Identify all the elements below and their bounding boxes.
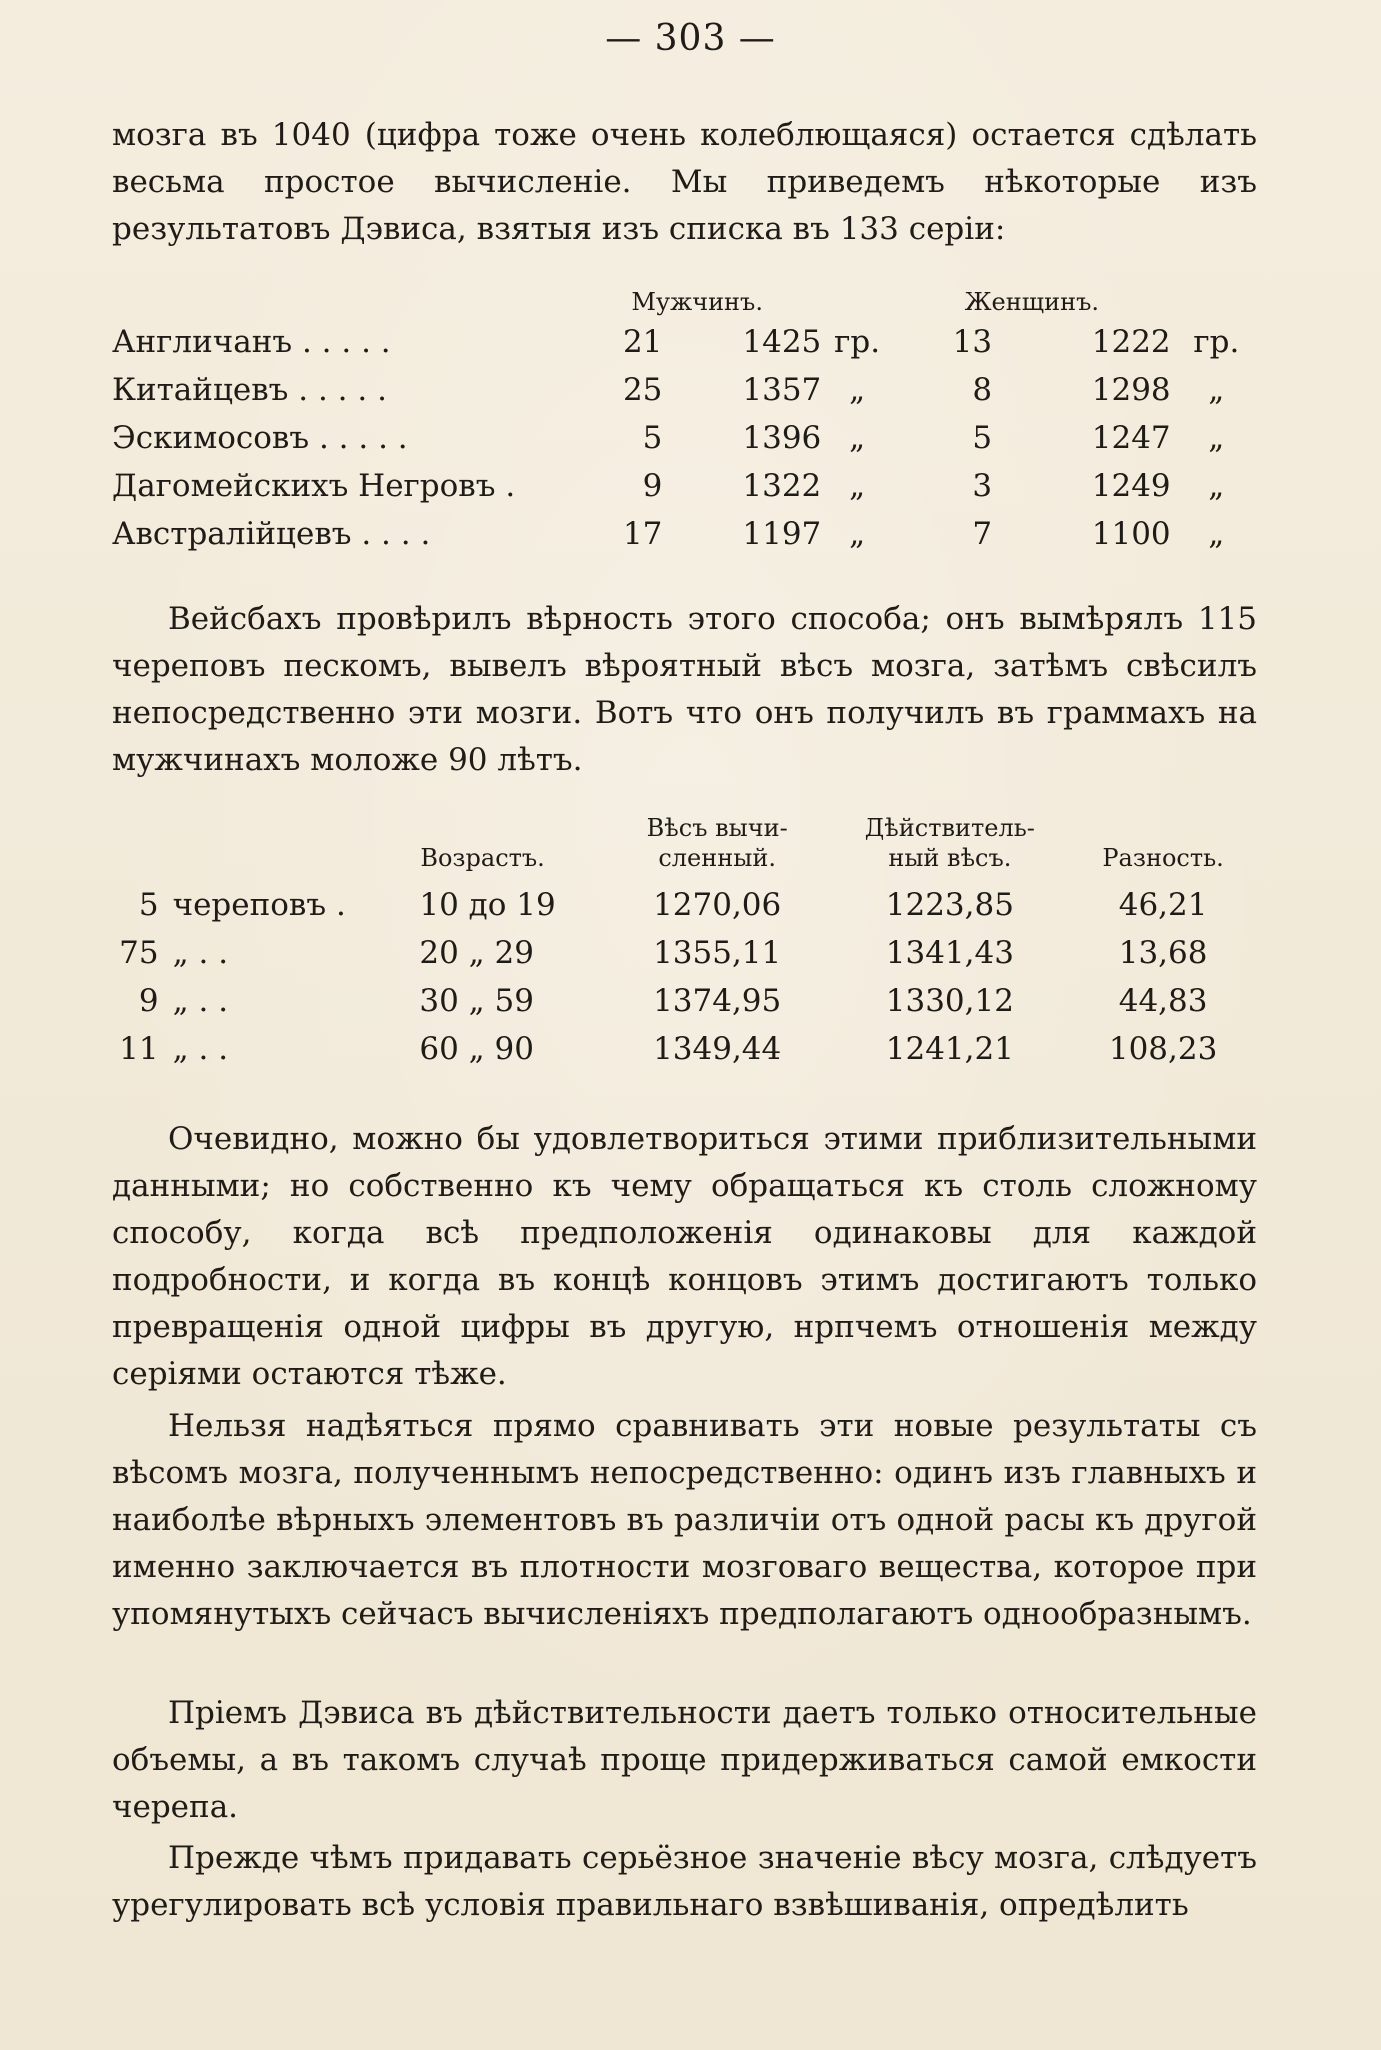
paragraph-before-weighing — [112, 1835, 1257, 1929]
men-unit: „ — [849, 516, 866, 552]
race-name: Китайцевъ . . . . . — [112, 372, 387, 408]
skull-count: 9 — [138, 983, 159, 1019]
women-weight: 1247 — [1091, 420, 1171, 456]
table-row — [112, 929, 1262, 977]
skull-count: 11 — [119, 1031, 159, 1067]
men-count: 17 — [622, 516, 663, 552]
table-row — [112, 881, 1262, 929]
men-weight: 1357 — [742, 372, 822, 408]
skull-label: череповъ . — [172, 887, 346, 923]
header-actual-line2: ный вѣсъ. — [888, 844, 1012, 872]
header-actual-line1: Дѣйствитель- — [864, 814, 1035, 842]
skull-label: „ . . — [172, 983, 229, 1019]
table-header-row — [112, 278, 1262, 318]
actual-weight: 1223,85 — [885, 887, 1014, 923]
header-actual — [835, 812, 1064, 881]
women-unit: гр. — [1193, 324, 1240, 360]
women-unit: „ — [1208, 420, 1225, 456]
table-skull-weights — [112, 812, 1262, 1073]
calculated-weight: 1355,11 — [653, 935, 782, 971]
race-name: Австралійцевъ . . . . — [112, 516, 431, 552]
skull-count: 5 — [138, 887, 159, 923]
difference: 13,68 — [1118, 935, 1208, 971]
men-count: 21 — [622, 324, 663, 360]
paragraph-cannot-compare — [112, 1403, 1257, 1638]
table-brain-weight-by-race — [112, 278, 1262, 558]
men-count: 5 — [642, 420, 663, 456]
table-row — [112, 510, 1262, 558]
header-calculated-line2: сленный. — [658, 844, 776, 872]
age-range: 20 „ 29 — [419, 935, 535, 971]
difference: 46,21 — [1118, 887, 1208, 923]
paragraph-davis-method — [112, 1690, 1257, 1831]
header-calculated-line1: Вѣсъ вычи- — [646, 814, 788, 842]
calculated-weight: 1349,44 — [653, 1031, 782, 1067]
paragraph-davis-method-text: Пріемъ Дэвиса въ дѣйствительности даетъ только относительные объемы, а въ такомъ случаѣ проще придерживаться самой емкости черепа. — [112, 1695, 1257, 1825]
paragraph-cannot-compare-text: Нельзя надѣяться прямо сравнивать эти новые результаты съ вѣсомъ мозга, полученнымъ непосредственно: одинъ изъ главныхъ и наиболѣе вѣрныхъ элементовъ въ различіи отъ одной расы къ другой именно заключается въ плотности мозговаго вещества, которое при упомянутыхъ сейчасъ вычисленіяхъ предполагаютъ однообразнымъ. — [112, 1408, 1257, 1632]
men-unit: „ — [849, 468, 866, 504]
men-unit: гр. — [834, 324, 881, 360]
paragraph-obviously — [112, 1116, 1257, 1398]
actual-weight: 1241,21 — [885, 1031, 1014, 1067]
header-calculated — [599, 812, 836, 881]
age-range: 60 „ 90 — [419, 1031, 535, 1067]
table-row — [112, 366, 1262, 414]
men-weight: 1425 — [742, 324, 822, 360]
women-count: 8 — [972, 372, 993, 408]
men-weight: 1396 — [742, 420, 822, 456]
women-weight: 1100 — [1091, 516, 1171, 552]
age-range: 10 до 19 — [419, 887, 556, 923]
table-row — [112, 977, 1262, 1025]
women-count: 3 — [972, 468, 993, 504]
women-count: 5 — [972, 420, 993, 456]
women-weight: 1249 — [1091, 468, 1171, 504]
women-unit: „ — [1208, 468, 1225, 504]
women-unit: „ — [1208, 372, 1225, 408]
table-row — [112, 318, 1262, 366]
actual-weight: 1330,12 — [885, 983, 1014, 1019]
paragraph-weisbach — [112, 596, 1257, 784]
paragraph-before-weighing-text: Прежде чѣмъ придавать серьёзное значеніе вѣсу мозга, слѣдуетъ урегулировать всѣ условія правильнаго взвѣшиванія, опредѣлить — [112, 1840, 1257, 1923]
paragraph-intro: мозга въ 1040 (цифра тоже очень колеблющаяся) остается сдѣлать весьма простое вычисленіе. Мы приведемъ нѣкоторые изъ результатовъ Дэвиса, взятыя изъ списка въ 133 серіи: — [112, 117, 1257, 247]
men-count: 25 — [622, 372, 663, 408]
age-range: 30 „ 59 — [419, 983, 535, 1019]
women-count: 13 — [952, 324, 993, 360]
calculated-weight: 1270,06 — [653, 887, 782, 923]
table-row — [112, 414, 1262, 462]
skull-label: „ . . — [172, 1031, 229, 1067]
men-unit: „ — [849, 372, 866, 408]
table-row — [112, 1025, 1262, 1073]
header-men: Мужчинъ. — [631, 288, 763, 316]
page-number: — 303 — — [605, 18, 776, 59]
skull-label: „ . . — [172, 935, 229, 971]
race-name: Англичанъ . . . . . — [112, 324, 391, 360]
skull-count: 75 — [119, 935, 159, 971]
calculated-weight: 1374,95 — [653, 983, 782, 1019]
men-count: 9 — [642, 468, 663, 504]
paragraph-obviously-text: Очевидно, можно бы удовлетвориться этими приблизительными данными; но собственно къ чему обращаться къ столь сложному способу, когда всѣ предположенія одинаковы для каждой подробности, и когда въ концѣ концовъ этимъ достигаютъ только превращенія одной цифры въ другую, нрпчемъ отношенія между серіями остаются тѣже. — [112, 1121, 1257, 1392]
women-weight: 1298 — [1091, 372, 1171, 408]
header-age: Возрастъ. — [420, 844, 545, 872]
women-unit: „ — [1208, 516, 1225, 552]
women-weight: 1222 — [1091, 324, 1171, 360]
table-header-row — [112, 812, 1262, 881]
men-weight: 1322 — [742, 468, 822, 504]
paragraph-weisbach-text: Вейсбахъ провѣрилъ вѣрность этого способа; онъ вымѣрялъ 115 череповъ пескомъ, вывелъ вѣроятный вѣсъ мозга, затѣмъ свѣсилъ непосредственно эти мозги. Вотъ что онъ получилъ въ граммахъ на мужчинахъ моложе 90 лѣтъ. — [112, 601, 1257, 778]
difference: 44,83 — [1118, 983, 1208, 1019]
table-row — [112, 462, 1262, 510]
race-name: Эскимосовъ . . . . . — [112, 420, 408, 456]
men-weight: 1197 — [742, 516, 822, 552]
difference: 108,23 — [1108, 1031, 1218, 1067]
race-name: Дагомейскихъ Негровъ . — [112, 468, 516, 504]
header-difference: Разность. — [1102, 844, 1224, 872]
header-women: Женщинъ. — [964, 288, 1099, 316]
men-unit: „ — [849, 420, 866, 456]
women-count: 7 — [972, 516, 993, 552]
actual-weight: 1341,43 — [885, 935, 1014, 971]
